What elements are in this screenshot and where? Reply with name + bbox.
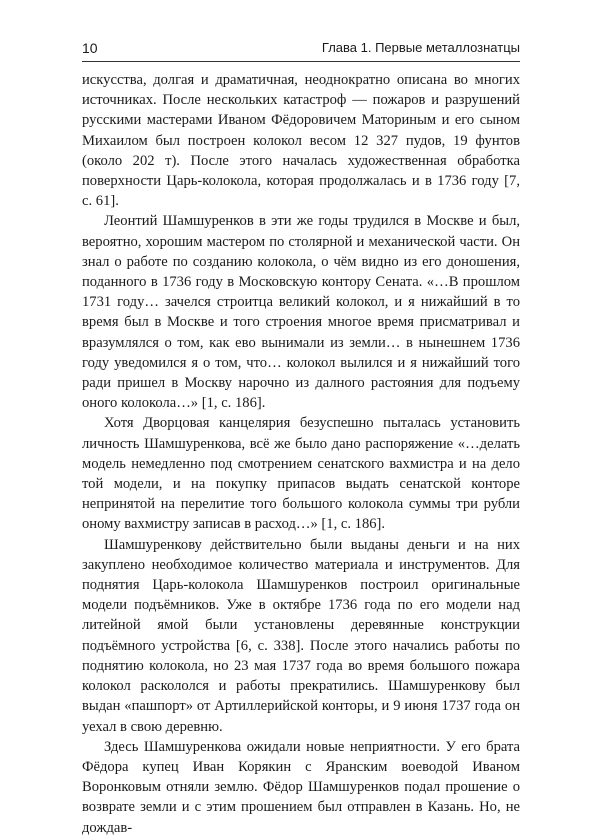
paragraph: Здесь Шамшуренкова ожидали новые неприятности. У его брата Фёдора купец Иван Корякин с Яранским воеводой Иваном Воронковым отняли землю. Фёдор Шамшуренков подал прошение о возврате земли и с этим прошением был отправлен в Казань. Но, не дождав- (82, 738, 520, 836)
paragraph: Хотя Дворцовая канцелярия безуспешно пыталась установить личность Шамшуренкова, всё же было дано распоряжение «…делать модель немедленно под смотрением сенатского вахмистра и на дело той модели, и на покупку припасов выдать сенатской конторе непринятой на перелитие того большого колокола суммы три рубли оному вахмистру записав в расход…» [1, с. 186]. (82, 415, 520, 533)
running-title: Глава 1. Первые металлознатцы (321, 40, 520, 55)
body-text (82, 70, 520, 838)
paragraph: Леонтий Шамшуренков в эти же годы трудился в Москве и был, вероятно, хорошим мастером по столярной и механической части. Он знал о работе по созданию колокола, о чём видно из его доношения, поданного в 1736 году в Московскую контору Сената. «…В прошлом 1731 году… зачелся строитца великий колокол, и я нижайший в то время был в Москве и того строения многое время присматривал и вразумлялся о том, как ево вынимали из земли… в нынешнем 1736 году уведомился я о том, что… колокол вылился и я нижайший того ради пришел в Москву нарочно из далного растояния для подъему оного колокола…» [1, с. 186]. (82, 213, 520, 412)
header-rule (82, 61, 520, 62)
paragraph: Шамшуренкову действительно были выданы деньги и на них закуплено необходимое количество материала и инструментов. Для поднятия Царь-колокола Шамшуренков построил оригинальные модели подъёмников. Уже в октябре 1736 года по его модели над литейной ямой были установлены деревянные конструкции подъёмного устройства [6, с. 338]. После этого начались работы по поднятию колокола, но 23 мая 1737 года во время большого пожара колокол раскололся и работы прекратились. Шамшуренкову был выдан «пашпорт» от Артиллерийской конторы, и 9 июня 1737 года он уехал в свою деревню. (82, 536, 520, 735)
paragraph: искусства, долгая и драматичная, неоднократно описана во многих источниках. После нескольких катастроф — пожаров и разрушений русскими мастерами Иваном Фёдоровичем Маториным и его сыном Михаилом был построен колокол весом 12 327 пудов, 19 фунтов (около 202 т). После этого началась художественная обработка поверхности Царь-колокола, которая продолжалась и в 1736 году [7, с. 61]. (82, 72, 520, 210)
page-header (82, 40, 520, 62)
page-number: 10 (82, 40, 98, 56)
